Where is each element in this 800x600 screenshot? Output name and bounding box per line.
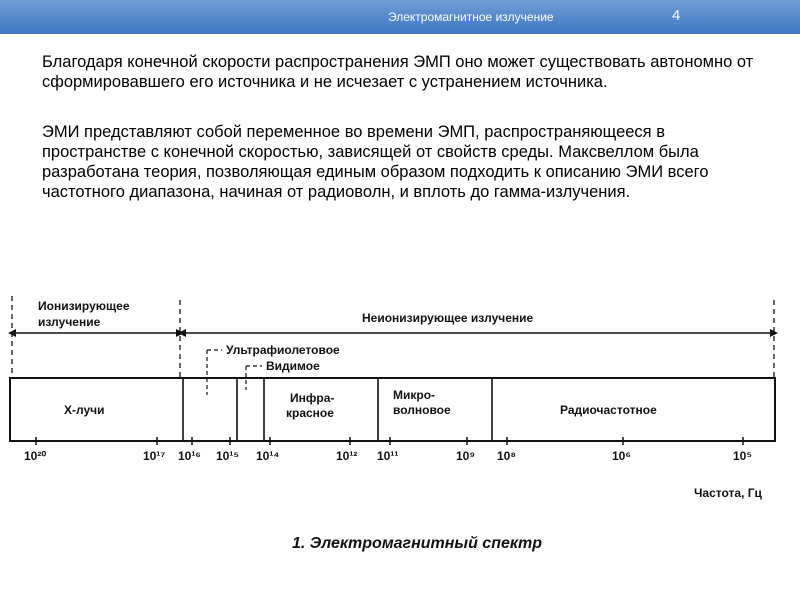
visible-label: Видимое bbox=[266, 359, 320, 373]
axis-label: Частота, Гц bbox=[694, 486, 762, 500]
tick-label-1e20: 10²⁰ bbox=[24, 449, 47, 463]
figure-caption: 1. Электромагнитный спектр bbox=[292, 535, 542, 552]
slide-number: 4 bbox=[672, 7, 681, 24]
tick-label-1e12: 10¹² bbox=[336, 449, 358, 463]
ultraviolet-label: Ультрафиолетовое bbox=[226, 343, 340, 357]
tick-label-1e6: 10⁶ bbox=[612, 449, 631, 463]
tick-label-1e14: 10¹⁴ bbox=[256, 449, 280, 463]
tick-labels bbox=[24, 449, 752, 463]
tick-label-1e17: 10¹⁷ bbox=[143, 449, 166, 463]
microwave-label-1: Микро- bbox=[393, 388, 436, 402]
nonionizing-label: Неионизирующее излучение bbox=[362, 311, 534, 325]
paragraph-1: Благодаря конечной скорости распространения ЭМП оно может существовать автономно от сформировавшего его источника и не исчезает с устранением источника. bbox=[42, 53, 754, 91]
header-title: Электромагнитное излучение bbox=[388, 10, 554, 24]
tick-label-1e9: 10⁹ bbox=[456, 449, 476, 463]
tick-label-1e16: 10¹⁶ bbox=[178, 449, 201, 463]
infrared-label-2: красное bbox=[286, 406, 334, 420]
paragraph-2: ЭМИ представляют собой переменное во времени ЭМП, распространяющееся в пространстве с конечной скоростью, зависящей от свойств среды. Максвеллом была разработана теория, позволяющая единым образом подходить к описанию ЭМИ всего частотного диапазона, начиная от радиоволн, и вплоть до гамма-излучения. bbox=[42, 123, 709, 201]
nonionizing-arrowhead-left bbox=[178, 329, 186, 337]
tick-label-1e15: 10¹⁵ bbox=[216, 449, 239, 463]
ionizing-label-1: Ионизирующее bbox=[38, 299, 130, 313]
tick-label-1e5: 10⁵ bbox=[733, 449, 752, 463]
infrared-label-1: Инфра- bbox=[290, 391, 335, 405]
tick-label-1e11: 10¹¹ bbox=[377, 449, 399, 463]
radio-label: Радиочастотное bbox=[560, 403, 657, 417]
ionizing-label-2: излучение bbox=[38, 315, 101, 329]
tick-label-1e8: 10⁸ bbox=[497, 449, 517, 463]
microwave-label-2: волновое bbox=[393, 403, 451, 417]
xray-label: Х-лучи bbox=[64, 403, 105, 417]
